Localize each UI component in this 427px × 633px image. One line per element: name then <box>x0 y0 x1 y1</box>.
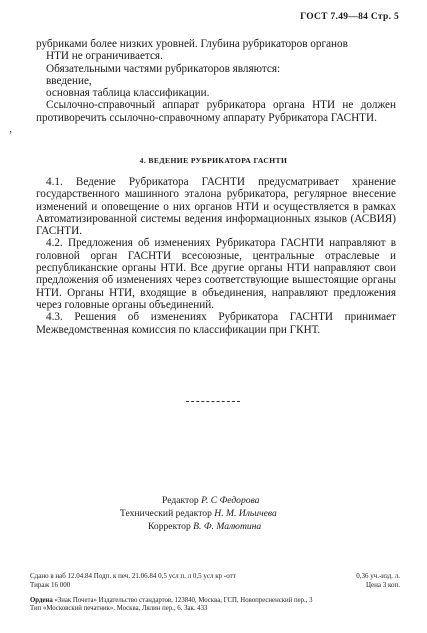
corrector-line <box>120 520 360 533</box>
mandatory-item-main-table: основная таблица классификации. <box>46 87 210 100</box>
paragraph-4-2: 4.2. Предложения об изменениях Рубрикатора ГАСНТИ направляют в головной орган ГАСНТИ всесоюзные, центральные отраслевые и республиканские органы НТИ. Все другие органы НТИ направляют свои предложения об изменениях через соответствующие вышестоящие органы НТИ. Органы НТИ, входящие в объединения, направляют предложения через головные органы объединений. <box>36 237 396 311</box>
mandatory-item-introduction: введение, <box>46 74 92 87</box>
corrector-name: В. Ф. Малютина <box>193 521 262 532</box>
intro-line-1: рубриками более низких уровней. Глубина рубрикаторов органов <box>36 38 348 50</box>
editor-name: Р. С Федорова <box>201 495 260 506</box>
imprint-print-data: Сдано в наб 12.04.84 Подп. к печ. 21.06.84 0,5 усл п. л 0,5 усл кр -отт <box>30 572 236 580</box>
paragraph-4-3: 4.3. Решения об изменениях Рубрикатора ГАСНТИ принимает Межведомственная комиссия по классификации при ГКНТ. <box>36 311 396 336</box>
intro-block <box>36 38 396 124</box>
section-divider <box>186 401 240 402</box>
intro-line-2: НТИ не ограничивается. <box>46 50 163 63</box>
paragraph-4-1: 4.1. Ведение Рубрикатора ГАСНТИ предусматривает хранение государственного машинного эталона рубрикатора, регулярное внесение изменений и оповещение о них органов НТИ и осуществляется в рамках Автоматизированной системы ведения информационных языков (АСВИЯ) ГАСНТИ. <box>36 176 396 238</box>
section-body <box>36 176 396 336</box>
section-title: 4. ВЕДЕНИЕ РУБРИКАТОРА ГАСНТИ <box>139 156 288 165</box>
tech-editor-line <box>120 507 360 520</box>
tech-editor-name: Н. М. Ильичева <box>214 508 277 519</box>
margin-mark: ‚ <box>9 124 13 135</box>
publisher-footer <box>30 597 400 614</box>
editor-line <box>120 494 360 507</box>
mandatory-parts-intro: Обязательными частями рубрикаторов являются: <box>46 62 281 75</box>
corrector-label: Корректор <box>148 521 191 532</box>
imprint-price: Цена 3 коп. <box>365 580 400 589</box>
tech-editor-label: Технический редактор <box>120 508 212 519</box>
credits-block <box>120 494 360 533</box>
publisher-order: Ордена <box>30 597 53 604</box>
imprint-circulation: Тираж 16 000 <box>30 580 71 589</box>
page-header: ГОСТ 7.49—84 Стр. 5 <box>300 12 399 22</box>
publisher-details: «Знак Почета» Издательство стандартов, 123840, Москва, ГСП, Новопресненский пер., 3 <box>54 597 313 604</box>
reference-apparatus-paragraph: Ссылочно-справочный аппарат рубрикатора органа НТИ не должен противоречить ссылочно-справочному аппарату Рубрикатора ГАСНТИ. <box>36 99 396 124</box>
publisher-line <box>30 597 400 605</box>
editor-label: Редактор <box>162 495 199 506</box>
printer-line: Тип «Московский печатник». Москва, Лялин пер., 6. Зак. 433 <box>30 605 208 613</box>
imprint-publisher-sheets: 0,36 уч.-изд. л. <box>356 572 400 580</box>
imprint-block <box>30 572 400 589</box>
